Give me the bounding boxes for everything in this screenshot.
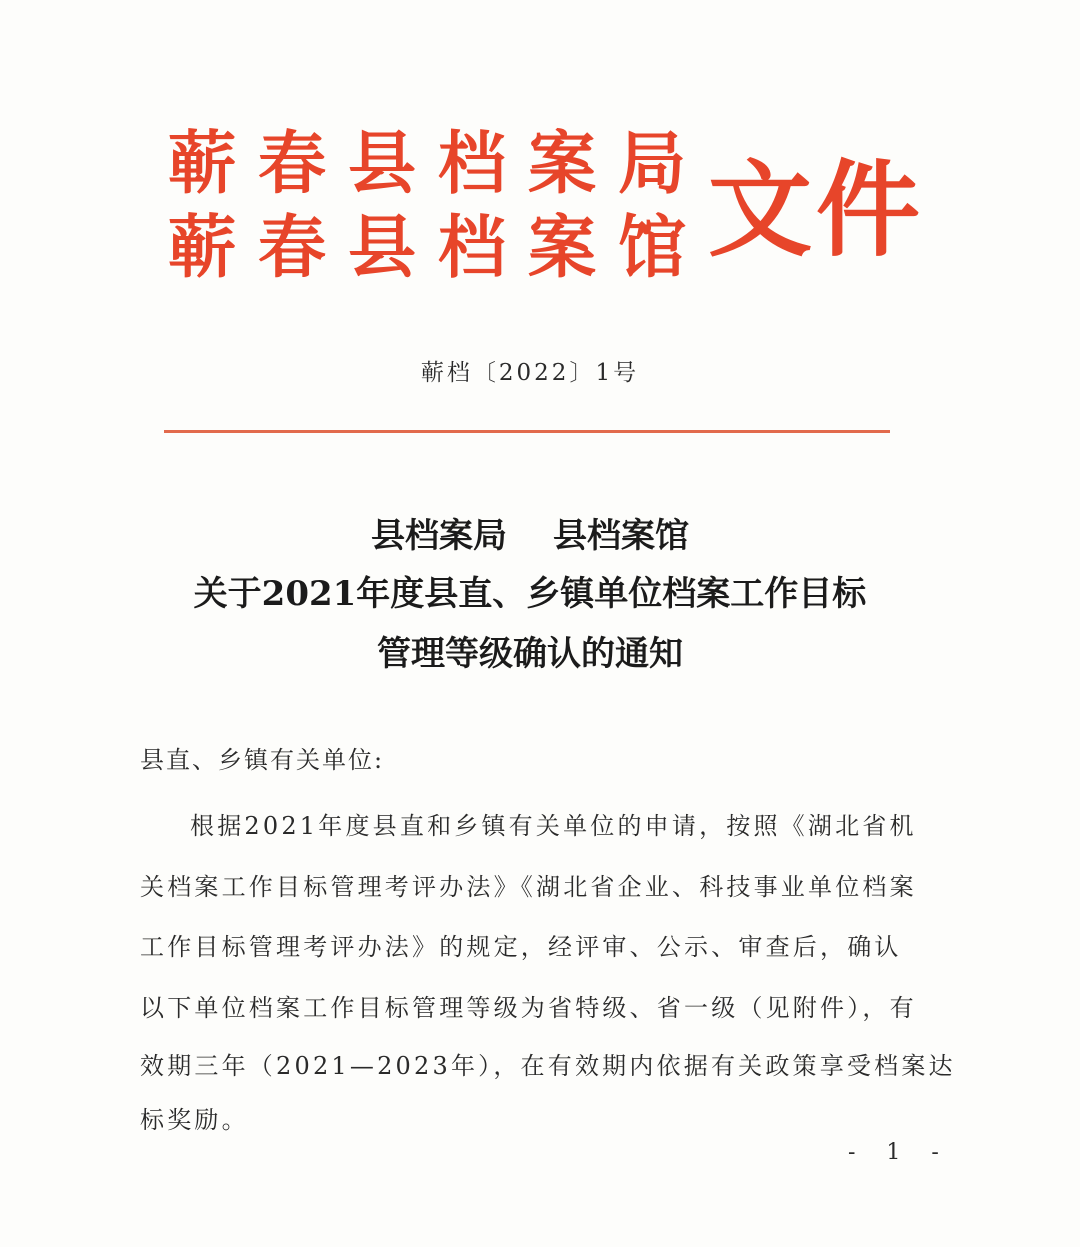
title-line-2: 关于2021年度县直、乡镇单位档案工作目标 — [193, 574, 867, 614]
masthead-suffix: 文件 — [708, 148, 925, 271]
body-line: 以下单位档案工作目标管理等级为省特级、省一级（见附件），有 — [140, 994, 917, 1022]
masthead-line-1: 蕲春县档案局 — [168, 124, 709, 204]
body-line: 工作目标管理考评办法》的规定，经评审、公示、审查后，确认 — [140, 933, 902, 961]
red-masthead — [168, 120, 928, 310]
salutation: 县直、乡镇有关单位: — [140, 746, 385, 774]
red-divider-rule — [164, 430, 890, 433]
title-issuer-a: 县档案局 — [371, 516, 507, 556]
body-line: 根据2021年度县直和乡镇有关单位的申请，按照《湖北省机 — [190, 812, 917, 840]
title-line-1 — [0, 508, 1060, 557]
body-line: 效期三年（2021—2023年），在有效期内依据有关政策享受档案达 — [140, 1052, 956, 1080]
title-issuer-b: 县档案馆 — [553, 516, 689, 556]
page-number: - 1 - — [848, 1140, 951, 1165]
body-line: 关档案工作目标管理考评办法》《湖北省企业、科技事业单位档案 — [140, 873, 917, 901]
masthead-line-2: 蕲春县档案馆 — [168, 208, 709, 288]
title-line-3: 管理等级确认的通知 — [377, 634, 683, 674]
document-number: 蕲档〔2022〕1号 — [420, 360, 640, 386]
body-line: 标奖励。 — [140, 1106, 249, 1134]
